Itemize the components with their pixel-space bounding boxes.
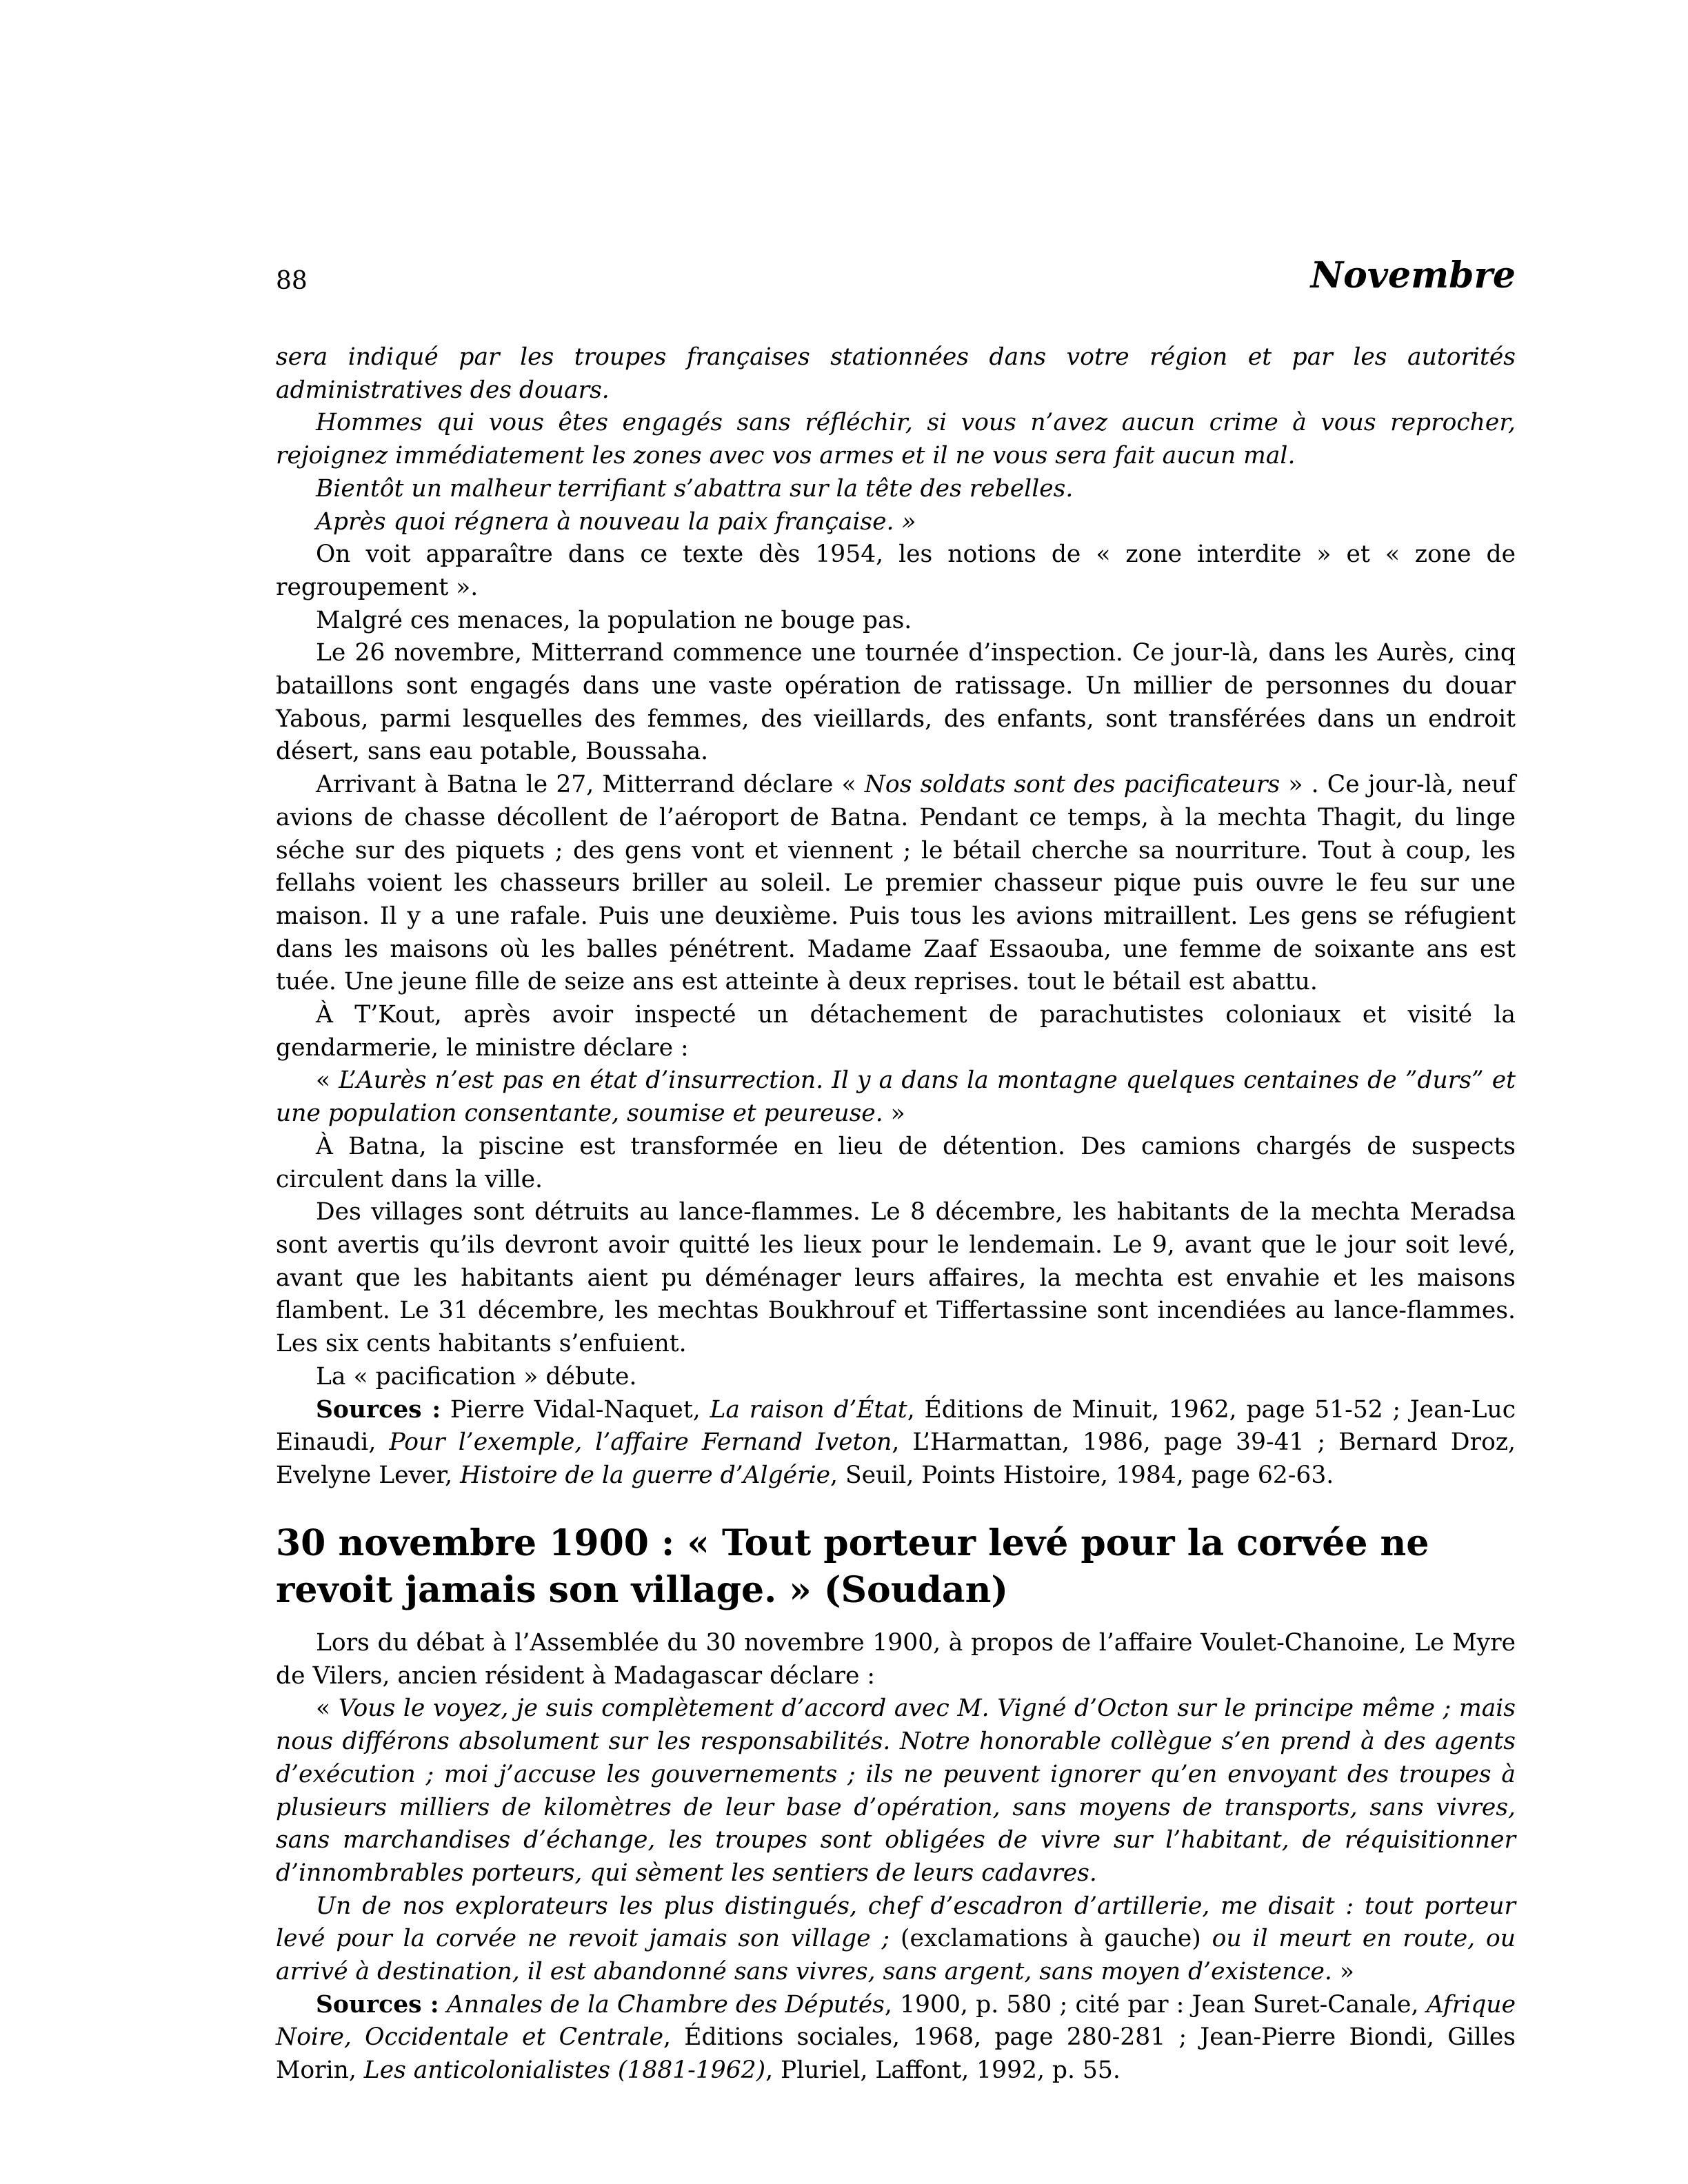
text-run: , 1900, p. 580 ; cité par : Jean Suret-Canale, bbox=[884, 1990, 1427, 2019]
section-2-body bbox=[276, 1627, 1516, 2087]
book-title: Histoire de la guerre d’Algérie bbox=[460, 1461, 831, 1489]
section-heading: 30 novembre 1900 : « Tout porteur levé pour la corvée ne revoit jamais son village. » (Soudan) bbox=[276, 1522, 1429, 1611]
text-run: « bbox=[316, 1695, 339, 1723]
page-number: 88 bbox=[276, 267, 308, 295]
quote-text: ou il meurt en route, ou arrivé à destination, il est abandonné sans vivres, sans argent, sans moyen d’existence. bbox=[276, 1925, 1516, 1986]
text-run: , Éditions sociales, 1968, page 280-281 ; Jean-Pierre Biondi, Gilles Morin, bbox=[276, 2023, 1516, 2085]
paragraph: Le 26 novembre, Mitterrand commence une tournée d’inspection. Ce jour-là, dans les Aurès, cinq bataillons sont engagés dans une vaste opération de ratissage. Un millier de personnes du douar Yabous, parmi lesquelles des femmes, des vieillards, des enfants, sont transférées dans un endroit désert, sans eau potable, Boussaha. bbox=[276, 639, 1516, 766]
text-run: « bbox=[316, 1066, 339, 1095]
text-run: , L’Harmattan, 1986, page 39-41 ; Bernard Droz, Evelyne Lever, bbox=[276, 1428, 1516, 1489]
running-title: Novembre bbox=[1310, 254, 1516, 296]
text-run: » bbox=[1332, 1958, 1354, 1986]
text-run: , Éditions de Minuit, 1962, page 51-52 ; Jean-Luc Einaudi, bbox=[276, 1395, 1516, 1457]
book-title: Afrique Noire, Occidentale et Centrale bbox=[276, 1990, 1516, 2052]
paragraph bbox=[276, 1064, 1516, 1130]
paragraph: On voit apparaître dans ce texte dès 1954, les notions de « zone interdite » et « zone de regroupement ». bbox=[276, 540, 1516, 601]
sources-label: Sources : bbox=[316, 1990, 439, 2019]
paragraph: Malgré ces menaces, la population ne bouge pas. bbox=[316, 606, 912, 634]
quote-text: Un de nos explorateurs les plus distingués, chef d’escadron d’artillerie, me disait : tout porteur levé pour la corvée ne revoit jamais son village ; bbox=[276, 1892, 1516, 1953]
text-run: » bbox=[883, 1100, 905, 1128]
text-run: Arrivant à Batna le 27, Mitterrand déclare « bbox=[316, 771, 865, 799]
paragraph: Après quoi régnera à nouveau la paix française. » bbox=[316, 507, 916, 536]
paragraph: Des villages sont détruits au lance-flammes. Le 8 décembre, les habitants de la mechta Meradsa sont avertis qu’ils devront avoir quitté les lieux pour le lendemain. Le 9, avant que le jour soit levé, avant que les habitants aient pu déménager leurs affaires, la mechta est envahie et les maisons flambent. Le 31 décembre, les mechtas Boukhrouf et Tiffertassine sont incendiées au lance-flammes. Les six cents habitants s’enfuient. bbox=[276, 1198, 1516, 1358]
text-run: (exclamations à gauche) bbox=[890, 1925, 1212, 1953]
text-run: , Pluriel, Laffont, 1992, p. 55. bbox=[765, 2056, 1121, 2085]
sources-label: Sources : bbox=[316, 1395, 441, 1424]
text-run: , Seuil, Points Histoire, 1984, page 62-63. bbox=[830, 1461, 1334, 1489]
paragraph bbox=[276, 1692, 1516, 1890]
paragraph: Hommes qui vous êtes engagés sans réfléchir, si vous n’avez aucun crime à vous reprocher, rejoignez immédiatement les zones avec vos armes et il ne vous sera fait aucun mal. bbox=[276, 409, 1516, 470]
paragraph: Bientôt un malheur terrifiant s’abattra sur la tête des rebelles. bbox=[316, 474, 1074, 503]
sources-paragraph bbox=[276, 1989, 1516, 2087]
paragraph: À T’Kout, après avoir inspecté un détachement de parachutistes coloniaux et visité la gendarmerie, le ministre déclare : bbox=[276, 1001, 1516, 1062]
book-title: Pour l’exemple, l’affaire Fernand Iveton bbox=[389, 1428, 892, 1457]
page-header bbox=[276, 254, 1516, 302]
text-run: Pierre Vidal-Naquet, bbox=[441, 1395, 710, 1424]
text-run: » . Ce jour-là, neuf avions de chasse décollent de l’aéroport de Batna. Pendant ce temps, à la mechta Thagit, du linge séche sur des piquets ; des gens vont et viennent ; le bétail cherche sa nourriture. Tout à coup, les fellahs voient les chasseurs briller au soleil. Le premier chasseur pique puis ouvre le feu sur une maison. Il y a une rafale. Puis une deuxième. Puis tous les avions mitraillent. Les gens se réfugient dans les maisons où les balles pénétrent. Madame Zaaf Essaouba, une femme de soixante ans est tuée. Une jeune fille de seize ans est atteinte à deux reprises. tout le bétail est abattu. bbox=[276, 771, 1516, 996]
section-1-body bbox=[276, 341, 1516, 1493]
quote-text: Nos soldats sont des pacificateurs bbox=[864, 771, 1280, 799]
quote-text: L’Aurès n’est pas en état d’insurrection. Il y a dans la montagne quelques centaines de ”durs” et une population consentante, soumise et peureuse. bbox=[276, 1066, 1516, 1128]
paragraph bbox=[276, 1890, 1516, 1989]
quote-text: Vous le voyez, je suis complètement d’accord avec M. Vigné d’Octon sur le principe même ; mais nous différons absolument sur les responsabilités. Notre honorable collègue s’en prend à des agents d’exécution ; moi j’accuse les gouvernements ; ils ne peuvent ignorer qu’en envoyant des troupes à plusieurs milliers de kilomètres de leur base d’opération, sans moyens de transports, sans vivres, sans marchandises d’échange, les troupes sont obligées de vivre sur l’habitant, de réquisitionner d’innombrables porteurs, qui sèment les sentiers de leurs cadavres. bbox=[276, 1695, 1516, 1887]
book-title: Annales de la Chambre des Députés bbox=[446, 1990, 885, 2019]
paragraph: La « pacification » débute. bbox=[316, 1362, 637, 1391]
paragraph: sera indiqué par les troupes françaises stationnées dans votre région et par les autorités administratives des douars. bbox=[276, 343, 1516, 404]
paragraph: À Batna, la piscine est transformée en lieu de détention. Des camions chargés de suspects circulent dans la ville. bbox=[276, 1132, 1516, 1193]
sources-paragraph bbox=[276, 1394, 1516, 1493]
paragraph bbox=[276, 769, 1516, 999]
book-title: Les anticolonialistes (1881-1962) bbox=[363, 2056, 766, 2085]
book-title: La raison d’État bbox=[710, 1395, 907, 1424]
paragraph: Lors du débat à l’Assemblée du 30 novembre 1900, à propos de l’affaire Voulet-Chanoine, Le Myre de Vilers, ancien résident à Madagascar déclare : bbox=[276, 1629, 1516, 1690]
